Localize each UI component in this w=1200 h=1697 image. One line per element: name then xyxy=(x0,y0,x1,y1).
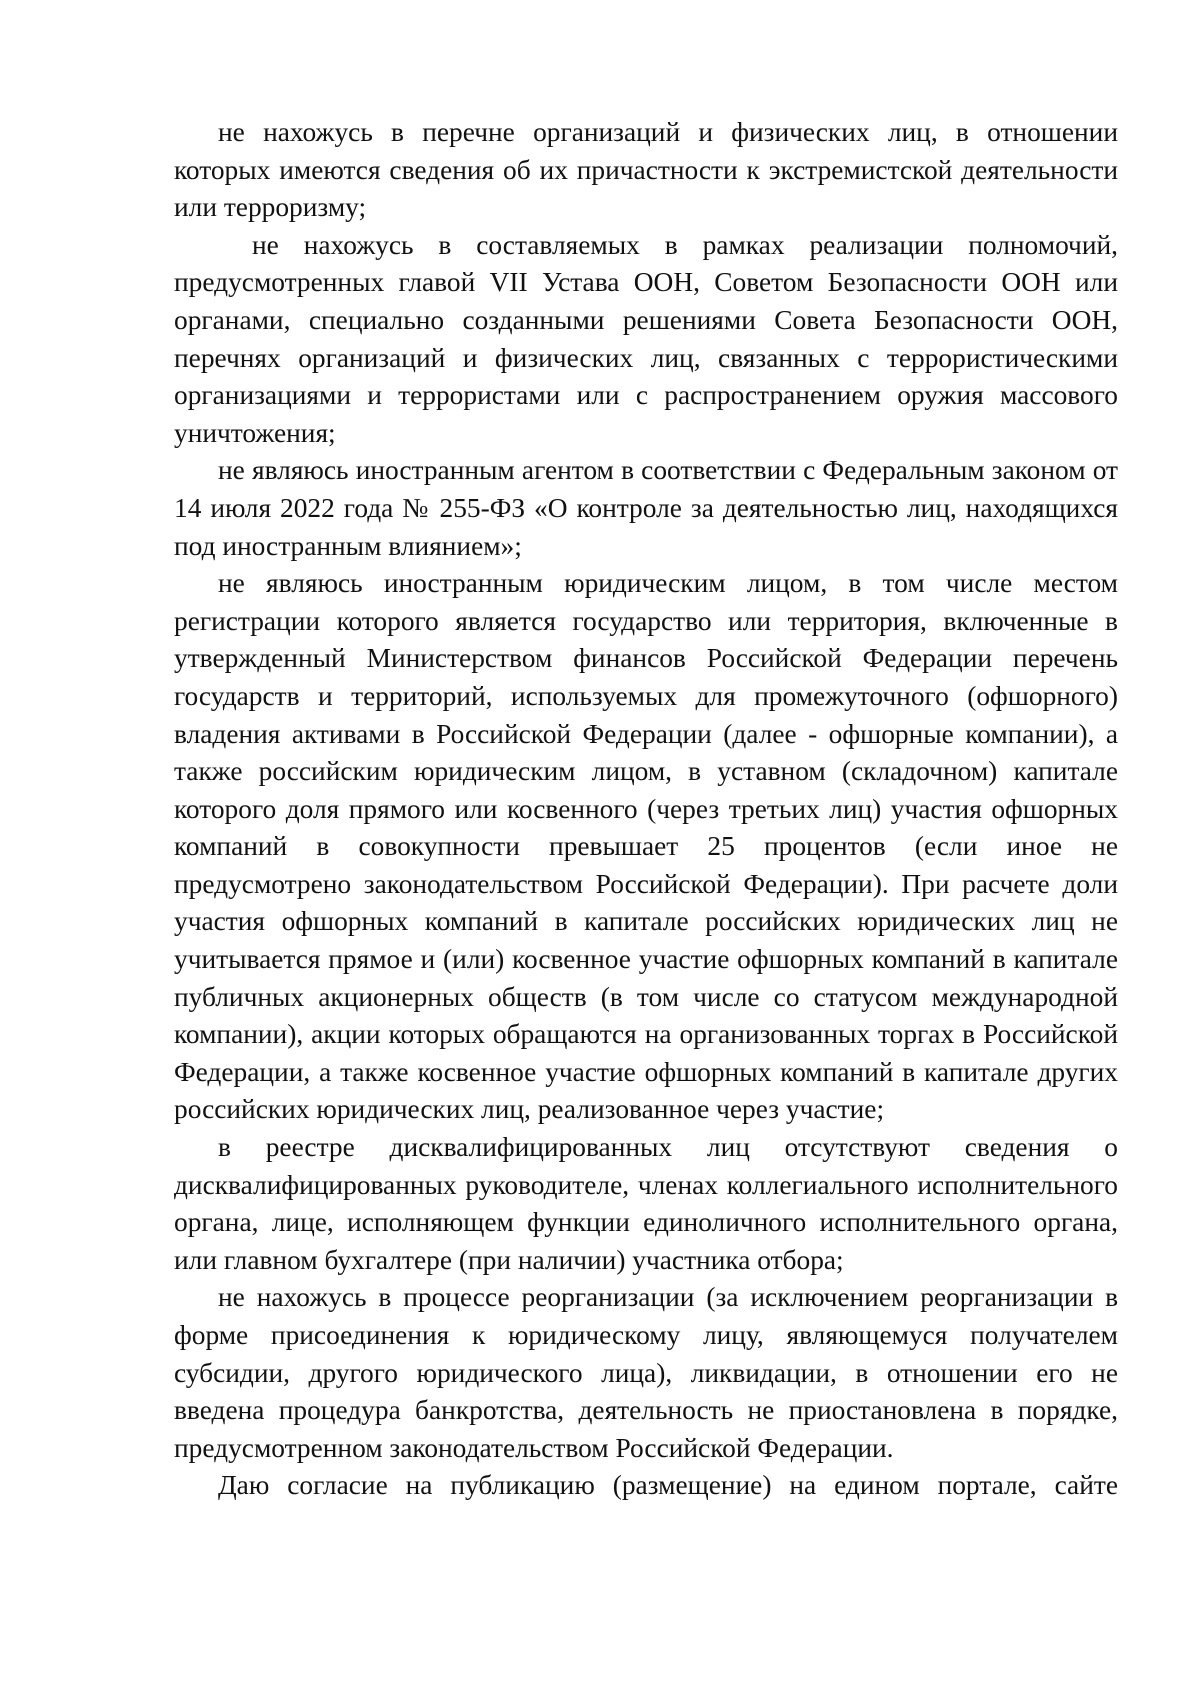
paragraph-offshore-companies: не являюсь иностранным юридическим лицом, в том числе местом регистрации которого является государство или территория, включенные в утвержденный Министерством финансов Российской Федерации перечень государств и территорий, используемых для промежуточного (офшорного) владения активами в Российской Федерации (далее - офшорные компании), а также российским юридическим лицом, в уставном (складочном) капитале которого доля прямого или косвенного (через третьих лиц) участия офшорных компаний в совокупности превышает 25 процентов (если иное не предусмотрено законодательством Российской Федерации). При расчете доли участия офшорных компаний в капитале российских юридических лиц не учитывается прямое и (или) косвенное участие офшорных компаний в капитале публичных акционерных обществ (в том числе со статусом международной компании), акции которых обращаются на организованных торгах в Российской Федерации, а также косвенное участие офшорных компаний в капитале других российских юридических лиц, реализованное через участие; xyxy=(174,568,1118,1125)
paragraph-reorganization-liquidation: не нахожусь в процессе реорганизации (за исключением реорганизации в форме присоединения к юридическому лицу, являющемуся получателем субсидии, другого юридического лица), ликвидации, в отношении его не введена процедура банкротства, деятельность не приостановлена в порядке, предусмотренном законодательством Российской Федерации. xyxy=(174,1282,1118,1463)
paragraph-extremism-list: не нахожусь в перечне организаций и физических лиц, в отношении которых имеются сведения об их причастности к экстремистской деятельности или терроризму; xyxy=(174,117,1118,223)
paragraph-un-sanctions-list: не нахожусь в составляемых в рамках реализации полномочий, предусмотренных главой VII Устава ООН, Советом Безопасности ООН или органами, специально созданными решениями Совета Безопасности ООН, перечнях организаций и физических лиц, связанных с террористическими организациями и террористами или с распространением оружия массового уничтожения; xyxy=(174,229,1118,448)
paragraph-publication-consent: Даю согласие на публикацию (размещение) на едином портале, сайте xyxy=(218,1470,1118,1501)
document-body xyxy=(174,114,1118,1505)
paragraph-foreign-agent: не являюсь иностранным агентом в соответствии с Федеральным законом от 14 июля 2022 года № 255-ФЗ «О контроле за деятельностью лиц, находящихся под иностранным влиянием»; xyxy=(174,455,1118,561)
paragraph-disqualified-persons: в реестре дисквалифицированных лиц отсутствуют сведения о дисквалифицированных руководителе, членах коллегиального исполнительного органа, лице, исполняющем функции единоличного исполнительного органа, или главном бухгалтере (при наличии) участника отбора; xyxy=(174,1132,1118,1275)
